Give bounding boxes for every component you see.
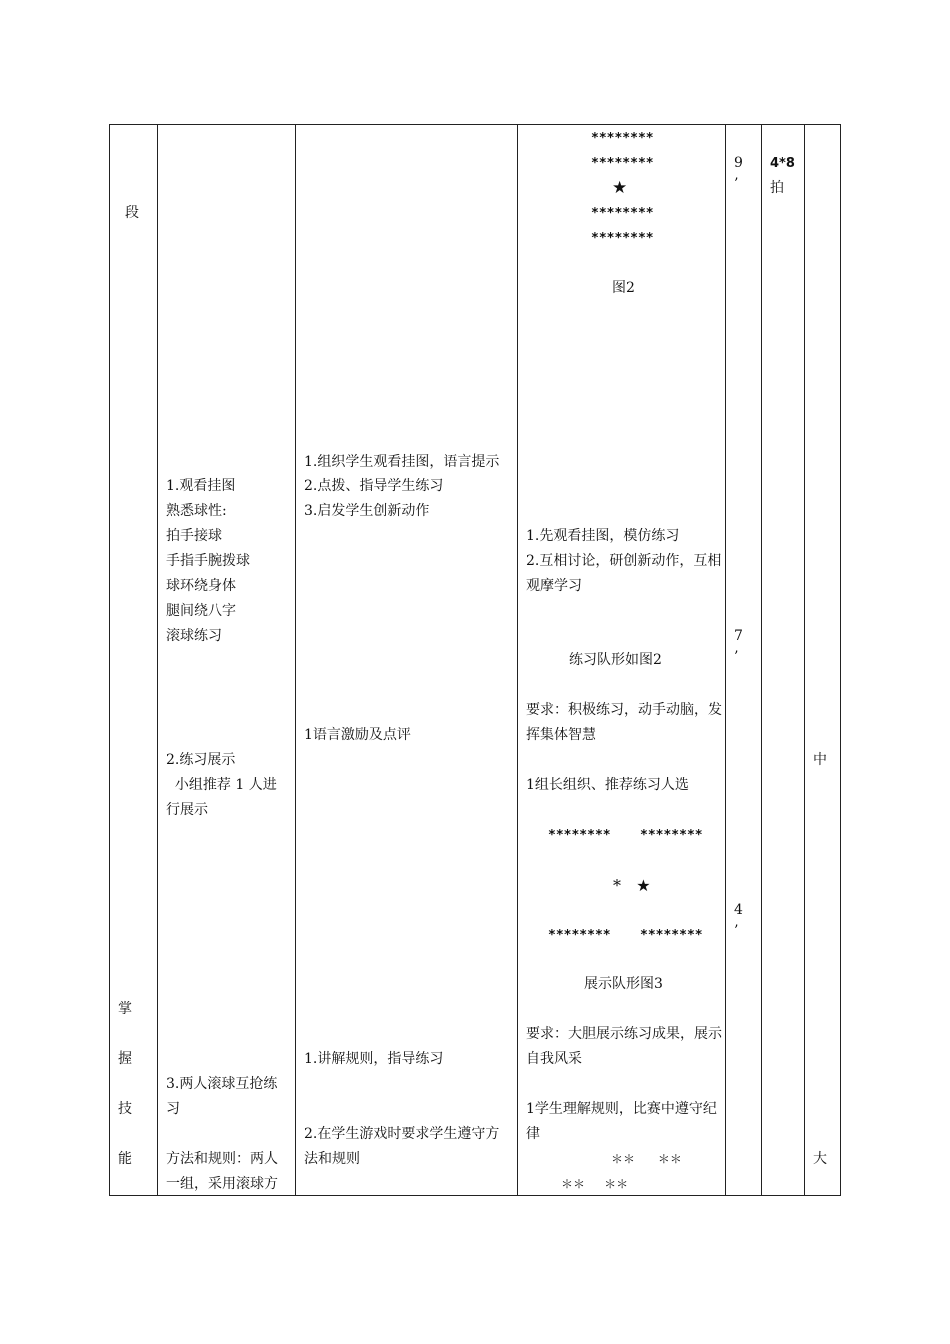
formation-center: * ★ xyxy=(613,876,651,895)
stage-char-1: 掌 xyxy=(118,1001,132,1017)
pair-formation-row: ＊＊ ＊＊ xyxy=(611,1152,682,1166)
student-line: 2.互相讨论，研创新动作，互相 xyxy=(526,553,722,569)
content-line: 行展示 xyxy=(166,802,208,818)
content-line: 小组推荐 1 人进 xyxy=(166,777,277,793)
teacher-line: 法和规则 xyxy=(304,1151,360,1167)
content-line: 1.观看挂图 xyxy=(166,478,236,494)
col-divider-2 xyxy=(295,124,296,1196)
formation-row: ******** xyxy=(591,131,654,146)
content-line: 腿间绕八字 xyxy=(166,603,236,619)
teacher-line: 1.组织学生观看挂图，语言提示 xyxy=(304,454,500,470)
content-line: 一组，采用滚球方 xyxy=(166,1176,278,1192)
formation-row: ******** xyxy=(548,828,611,843)
formation-row: ******** xyxy=(640,928,703,943)
table-top-border xyxy=(109,124,841,125)
col-divider-1 xyxy=(157,124,158,1196)
count-unit: 拍 xyxy=(770,180,784,196)
intensity-medium: 中 xyxy=(813,752,827,768)
pair-formation-row: ＊＊ ＊＊ xyxy=(561,1177,629,1191)
col-divider-0 xyxy=(109,124,110,1196)
content-line: 手指手腕拨球 xyxy=(166,553,250,569)
col-divider-5 xyxy=(761,124,762,1196)
formation-row: ******** xyxy=(591,156,654,171)
content-line: 2.练习展示 xyxy=(166,752,236,768)
teacher-star-icon: ★ xyxy=(612,178,628,198)
col-divider-4 xyxy=(725,124,726,1196)
student-line: 挥集体智慧 xyxy=(526,727,596,743)
figure-caption: 图2 xyxy=(612,280,635,296)
teacher-line: 2.在学生游戏时要求学生遵守方 xyxy=(304,1126,500,1142)
student-line: 1.先观看挂图，模仿练习 xyxy=(526,528,680,544)
teacher-line: 1.讲解规则，指导练习 xyxy=(304,1051,444,1067)
content-line: 习 xyxy=(166,1101,180,1117)
time-unit: ’ xyxy=(734,923,739,939)
student-line: 1学生理解规则，比赛中遵守纪 xyxy=(526,1101,717,1117)
time-value: 4 xyxy=(734,902,743,918)
col-divider-7 xyxy=(840,124,841,1196)
student-line: 要求：大胆展示练习成果，展示 xyxy=(526,1026,722,1042)
time-value: 7 xyxy=(734,628,743,644)
student-line: 律 xyxy=(526,1126,540,1142)
formation-row: ******** xyxy=(548,928,611,943)
content-line: 方法和规则：两人 xyxy=(166,1151,278,1167)
formation-row: ******** xyxy=(591,206,654,221)
student-line: 观摩学习 xyxy=(526,578,582,594)
formation-row: ******** xyxy=(640,828,703,843)
content-line: 滚球练习 xyxy=(166,628,222,644)
time-unit: ’ xyxy=(734,649,739,665)
col-divider-3 xyxy=(517,124,518,1196)
stage-char-2: 握 xyxy=(118,1051,132,1067)
student-line: 1组长组织、推荐练习人选 xyxy=(526,777,689,793)
count-value: 4*8 xyxy=(770,156,795,171)
content-line: 熟悉球性: xyxy=(166,503,227,519)
formation-row: ******** xyxy=(591,231,654,246)
student-line: 自我风采 xyxy=(526,1051,582,1067)
lesson-plan-table xyxy=(109,124,841,1196)
formation-reference: 练习队形如图2 xyxy=(569,652,662,668)
time-value: 9 xyxy=(734,155,743,171)
stage-char-4: 能 xyxy=(118,1151,132,1167)
time-unit: ’ xyxy=(734,176,739,192)
content-line: 拍手接球 xyxy=(166,528,222,544)
student-line: 要求：积极练习，动手动脑，发 xyxy=(526,702,722,718)
col-divider-6 xyxy=(804,124,805,1196)
teacher-line: 2.点拨、指导学生练习 xyxy=(304,478,444,494)
content-line: 球环绕身体 xyxy=(166,578,236,594)
teacher-line: 3.启发学生创新动作 xyxy=(304,503,430,519)
stage-char-top: 段 xyxy=(125,205,139,221)
content-line: 3.两人滚球互抢练 xyxy=(166,1076,278,1092)
figure-caption: 展示队形图3 xyxy=(584,976,663,992)
intensity-high: 大 xyxy=(813,1151,827,1167)
teacher-line: 1语言激励及点评 xyxy=(304,727,411,743)
stage-char-3: 技 xyxy=(118,1101,132,1117)
